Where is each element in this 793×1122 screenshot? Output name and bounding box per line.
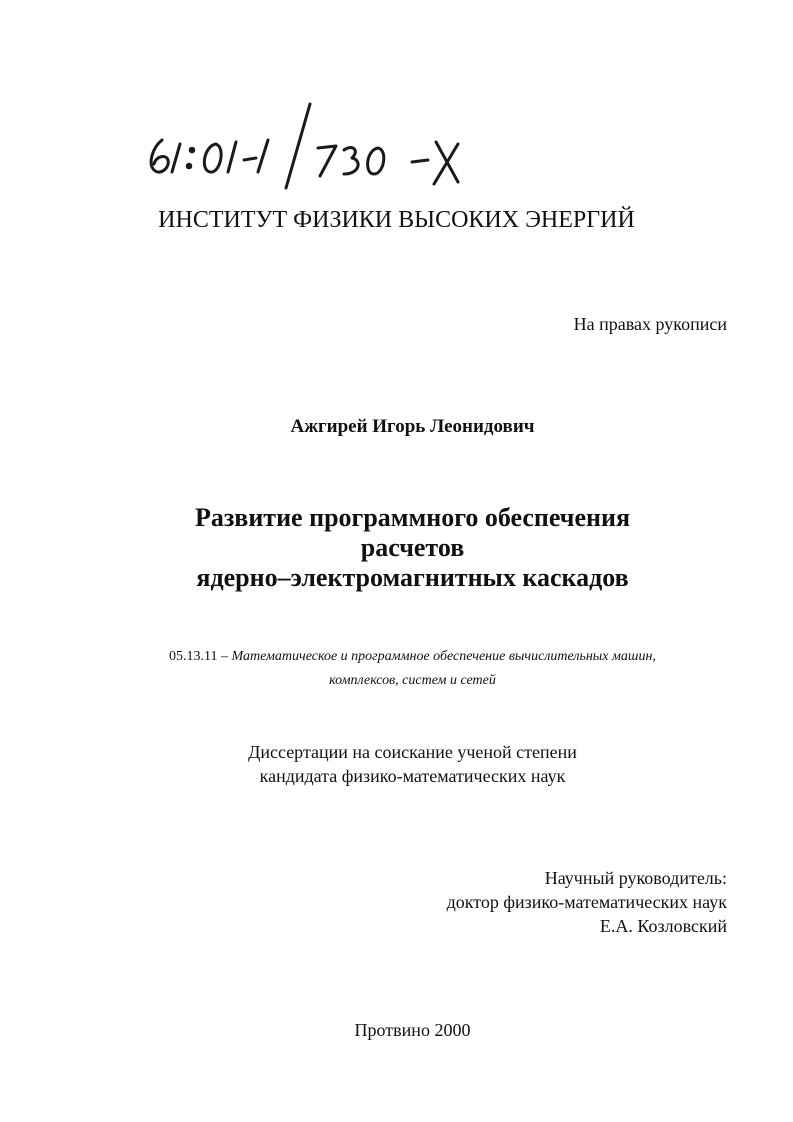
institute-name: ИНСТИТУТ ФИЗИКИ ВЫСОКИХ ЭНЕРГИЙ [158, 207, 635, 233]
handwritten-catalog-number [140, 98, 480, 194]
author-name: Ажгирей Игорь Леонидович [290, 416, 535, 437]
specialty-name-line-2: комплексов, систем и сетей [329, 673, 496, 688]
thesis-title-line-3: ядерно–электромагнитных каскадов [196, 563, 629, 592]
place-and-year: Протвино 2000 [354, 1020, 471, 1040]
specialty-name-line-1: Математическое и программное обеспечение вычислительных машин, [231, 649, 656, 664]
degree-line-2: кандидата физико-математических наук [259, 766, 566, 786]
degree-statement [0, 740, 793, 788]
specialty [0, 645, 793, 693]
advisor-name: Е.А. Козловский [599, 916, 727, 936]
thesis-title-line-2: расчетов [360, 533, 465, 562]
rights-note: На правах рукописи [573, 314, 727, 334]
thesis-title-line-1: Развитие программного обеспечения [194, 503, 631, 532]
specialty-code: 05.13.11 – [169, 649, 229, 664]
handwritten-catalog-number-drawing [140, 98, 480, 194]
scientific-advisor [447, 866, 727, 938]
thesis-title [0, 503, 793, 593]
advisor-label: Научный руководитель: [544, 868, 727, 888]
degree-line-1: Диссертации на соискание ученой степени [248, 742, 577, 762]
advisor-title: доктор физико-математических наук [446, 892, 727, 912]
